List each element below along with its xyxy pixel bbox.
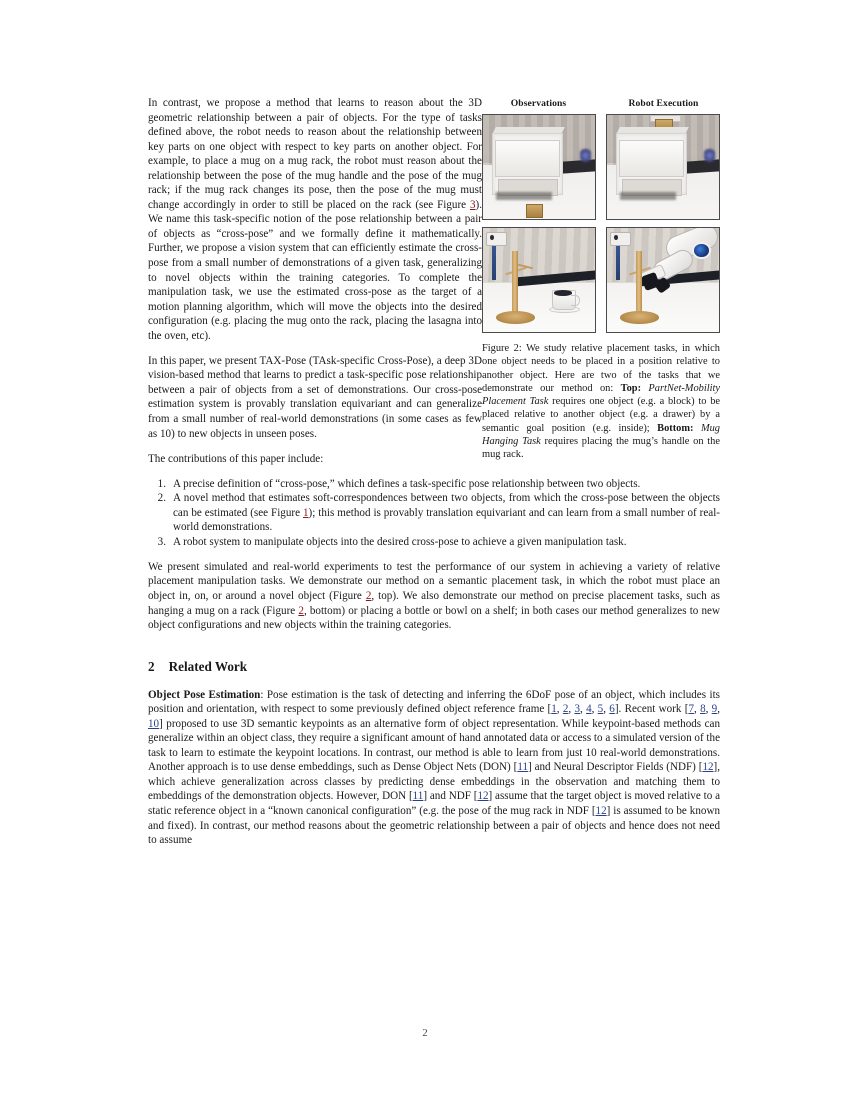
figure-caption-top-rest: requires one object (e.g. a block) to be placed relative to another object (e.g. a drawer) by a semantic goal position (e.g. inside);: [482, 396, 721, 434]
list-item-marker: 1.: [157, 477, 166, 490]
paragraph-object-pose-estimation: Object Pose Estimation: Pose estimation is the task of detecting and inferring the 6DoF pose of an object, which includes its position and orientation, with respect to some previously defined object reference frame [1, 2, 3, 4, 5, 6]. Recent work [7, 8, 9, 10] proposed to use 3D semantic keypoints as an alternative form of object representation. While keypoint-based methods can generalize within an object class, they require a significant amount of hand annotated data or access to a simulated version of the task to learn to estimate the keypoint locations. In contrast, our method is able to learn from just 10 real-world demonstrations. Another approach is to use dense embeddings, such as Dense Object Nets (DON) [11] and Neural Descriptor Fields (NDF) [12], which achieve generalization across classes by predicting dense embeddings in the observation and matching them to embeddings of the demonstration objects. However, DON [11] and NDF [12] assume that the target object is moved relative to a static reference object in a “known canonical configuration” (e.g. the pose of the mug rack in NDF [12] is assumed to be known and fixed). In contrast, our method reasons about the geometric relationship between a pair of objects and hence does not need to assume: [148, 688, 720, 847]
citation-11-second[interactable]: 11: [412, 790, 424, 803]
list-item-text: [173, 491, 720, 535]
list-item-marker: 3.: [157, 535, 166, 548]
citation-5[interactable]: 5: [597, 703, 604, 716]
citation-7[interactable]: 7: [688, 703, 694, 716]
figure-header-observations: Observations: [510, 98, 567, 109]
subsection-label-object-pose-estimation: Object Pose Estimation: [148, 688, 261, 701]
citation-10[interactable]: 10: [148, 717, 160, 730]
list-item-text-b: ); this method is provably translation equivariant and can learn from a small number of real-world demonstrations.: [173, 506, 720, 534]
sim-drawer-observation-photo: [482, 114, 596, 220]
page-number: 2: [422, 1028, 428, 1039]
figure-caption-bottom-rest: requires placing the mug’s handle on the mug rack.: [482, 436, 720, 461]
related-body-h: ] is assumed to be known and fixed). In contrast, our method reasons about the geometric relationship between a pair of objects and hence does not need to assume: [148, 804, 720, 847]
related-body-f: ] and NDF [: [423, 790, 478, 803]
citation-12-third[interactable]: 12: [595, 804, 607, 817]
citation-1[interactable]: 1: [551, 703, 557, 716]
figure-caption-top-bold: Top:: [620, 382, 642, 394]
list-item: [148, 491, 720, 535]
citation-12-first[interactable]: 12: [702, 761, 714, 774]
list-item-marker: 2.: [157, 492, 166, 505]
section-number: 2: [148, 658, 155, 674]
figure-header-robot-execution: Robot Execution: [628, 98, 699, 109]
list-item: [148, 477, 720, 492]
paragraph-experiments-part-a: We present simulated and real-world experiments to test the performance of our system in achieving a variety of relative placement manipulation tasks. We demonstrate our method on a semantic placement task, in which the robot must place an object in, on, or around a novel object (Figure: [148, 560, 720, 602]
figure-row-top: [482, 114, 720, 220]
paragraph-intro-part-b: ). We name this task-specific notion of the pose relationship between a pair of objects as “cross-pose” and we formally define it mathematically. Further, we propose a vision system that can efficiently estimate the cross-pose from a small number of demonstrations of a given task, generalizing to novel objects within the training categories. To complete the manipulation task, we use the estimated cross-pose as the target of a motion planning algorithm, which will move the objects into the desired configuration (e.g. placing the mug onto the rack, placing the lasagna into the oven, etc).: [148, 198, 482, 342]
citation-8[interactable]: 8: [700, 703, 706, 716]
paragraph-contributions-lead: The contributions of this paper include:: [148, 452, 324, 465]
real-mugrack-observation-photo: [482, 227, 596, 333]
citation-11-first[interactable]: 11: [517, 761, 528, 774]
figure-caption-text-a: We study relative placement tasks, in which one object needs to be placed in a position relative to another object. Here are two of the tasks that we demonstrate our method on:: [482, 343, 720, 394]
figure-column-headers: [482, 98, 720, 109]
list-item-text: [173, 535, 720, 550]
figure-caption-bottom-italic: Mug Hanging Task: [482, 422, 720, 448]
list-item-text-a: A novel method that estimates soft-correspondences between two objects, from which the cross-pose between the objects can be estimated (see Figure: [173, 492, 720, 519]
citation-2[interactable]: 2: [562, 703, 569, 716]
section-heading-related-work: [148, 659, 720, 675]
figure-row-bottom: [482, 227, 720, 333]
related-body-d: ] and Neural Descriptor Fields (NDF) [: [528, 761, 703, 774]
paragraph-intro-part-a: In contrast, we propose a method that learns to reason about the 3D geometric relationship between a pair of objects. For the type of tasks defined above, the robot needs to reason about the relationship between key parts on one object with respect to key parts on another object. For example, to place a mug on a mug rack, the robot must reason about the relationship between the pose of the mug handle and the pose of the mug rack; if the mug rack changes its pose, then the pose of the mug must change accordingly in order to still be placed on the rack (see Figure: [148, 97, 482, 211]
paragraph-experiments-part-b: , top). We also demonstrate our method on precise placement tasks, such as hanging a mug on a rack (Figure: [148, 589, 720, 617]
figure-2-reference-link-top[interactable]: 2: [365, 589, 372, 602]
list-item-text: [173, 477, 720, 492]
related-body-b: ]. Recent work [: [614, 703, 689, 716]
related-body-g: ] assume that the target object is moved relative to a static reference object in a “known canonical configuration” (e.g. the pose of the mug rack in NDF [: [148, 790, 720, 817]
figure-caption-bottom-bold: Bottom:: [657, 422, 694, 434]
paragraph-experiments: [148, 560, 720, 633]
list-item-text-a: A robot system to manipulate objects into the desired cross-pose to achieve a given manipulation task.: [173, 535, 627, 548]
figure-2-reference-link-bottom[interactable]: 2: [298, 604, 304, 617]
section-title: Related Work: [168, 658, 248, 674]
figure-caption-label: Figure 2:: [482, 343, 522, 354]
citation-12-second[interactable]: 12: [477, 790, 489, 803]
page-content: [148, 96, 720, 858]
figure-3-reference-link[interactable]: 3: [469, 198, 476, 211]
figure-caption-top-italic: PartNet-Mobility Placement Task: [482, 382, 720, 408]
citation-6[interactable]: 6: [609, 703, 615, 716]
citation-4[interactable]: 4: [586, 703, 592, 716]
related-body-e: ], which achieve generalization across classes by predicting dense embeddings in the observation and matching them to embeddings of the demonstration objects. However, DON [: [148, 761, 720, 803]
figure-1-reference-link[interactable]: 1: [302, 506, 309, 519]
list-item: [148, 535, 720, 550]
related-body-a: : Pose estimation is the task of detecting and inferring the 6DoF pose of an object, which includes its position and orientation, with respect to some previously defined object reference frame [: [148, 688, 720, 716]
paragraph-experiments-part-c: , bottom) or placing a bottle or bowl on a shelf; in both cases our method generalizes to new object configurations and new objects within the training categories.: [148, 604, 720, 632]
sim-drawer-execution-photo: [606, 114, 720, 220]
figure-image-grid: [482, 114, 720, 333]
contributions-list: [148, 477, 720, 550]
figure-2: [482, 98, 720, 462]
citation-9[interactable]: 9: [711, 703, 718, 716]
related-body-c: ] proposed to use 3D semantic keypoints as an alternative form of object representation. While keypoint-based methods can generalize within an object class, they require a significant amount of hand annotated data or access to a simulated version of the task to learn to estimate the keypoint locations. In contrast, our method is able to learn from just 10 real-world demonstrations. Another approach is to use dense embeddings, such as Dense Object Nets (DON) [: [148, 717, 720, 774]
citation-3[interactable]: 3: [574, 703, 580, 716]
paragraph-taxpose: In this paper, we present TAX-Pose (TAsk-specific Cross-Pose), a deep 3D vision-based method that learns to predict a task-specific pose relationship between a pair of objects from a set of demonstrations. Our cross-pose estimation system is provably translation equivariant and can generalize from a small number of real-world demonstrations (in some cases as few as 10) to new objects in unseen poses.: [148, 354, 482, 440]
real-mugrack-execution-photo: [606, 227, 720, 333]
figure-caption: [482, 342, 720, 462]
list-item-text-a: A precise definition of “cross-pose,” which defines a task-specific pose relationship between two objects.: [173, 477, 641, 490]
